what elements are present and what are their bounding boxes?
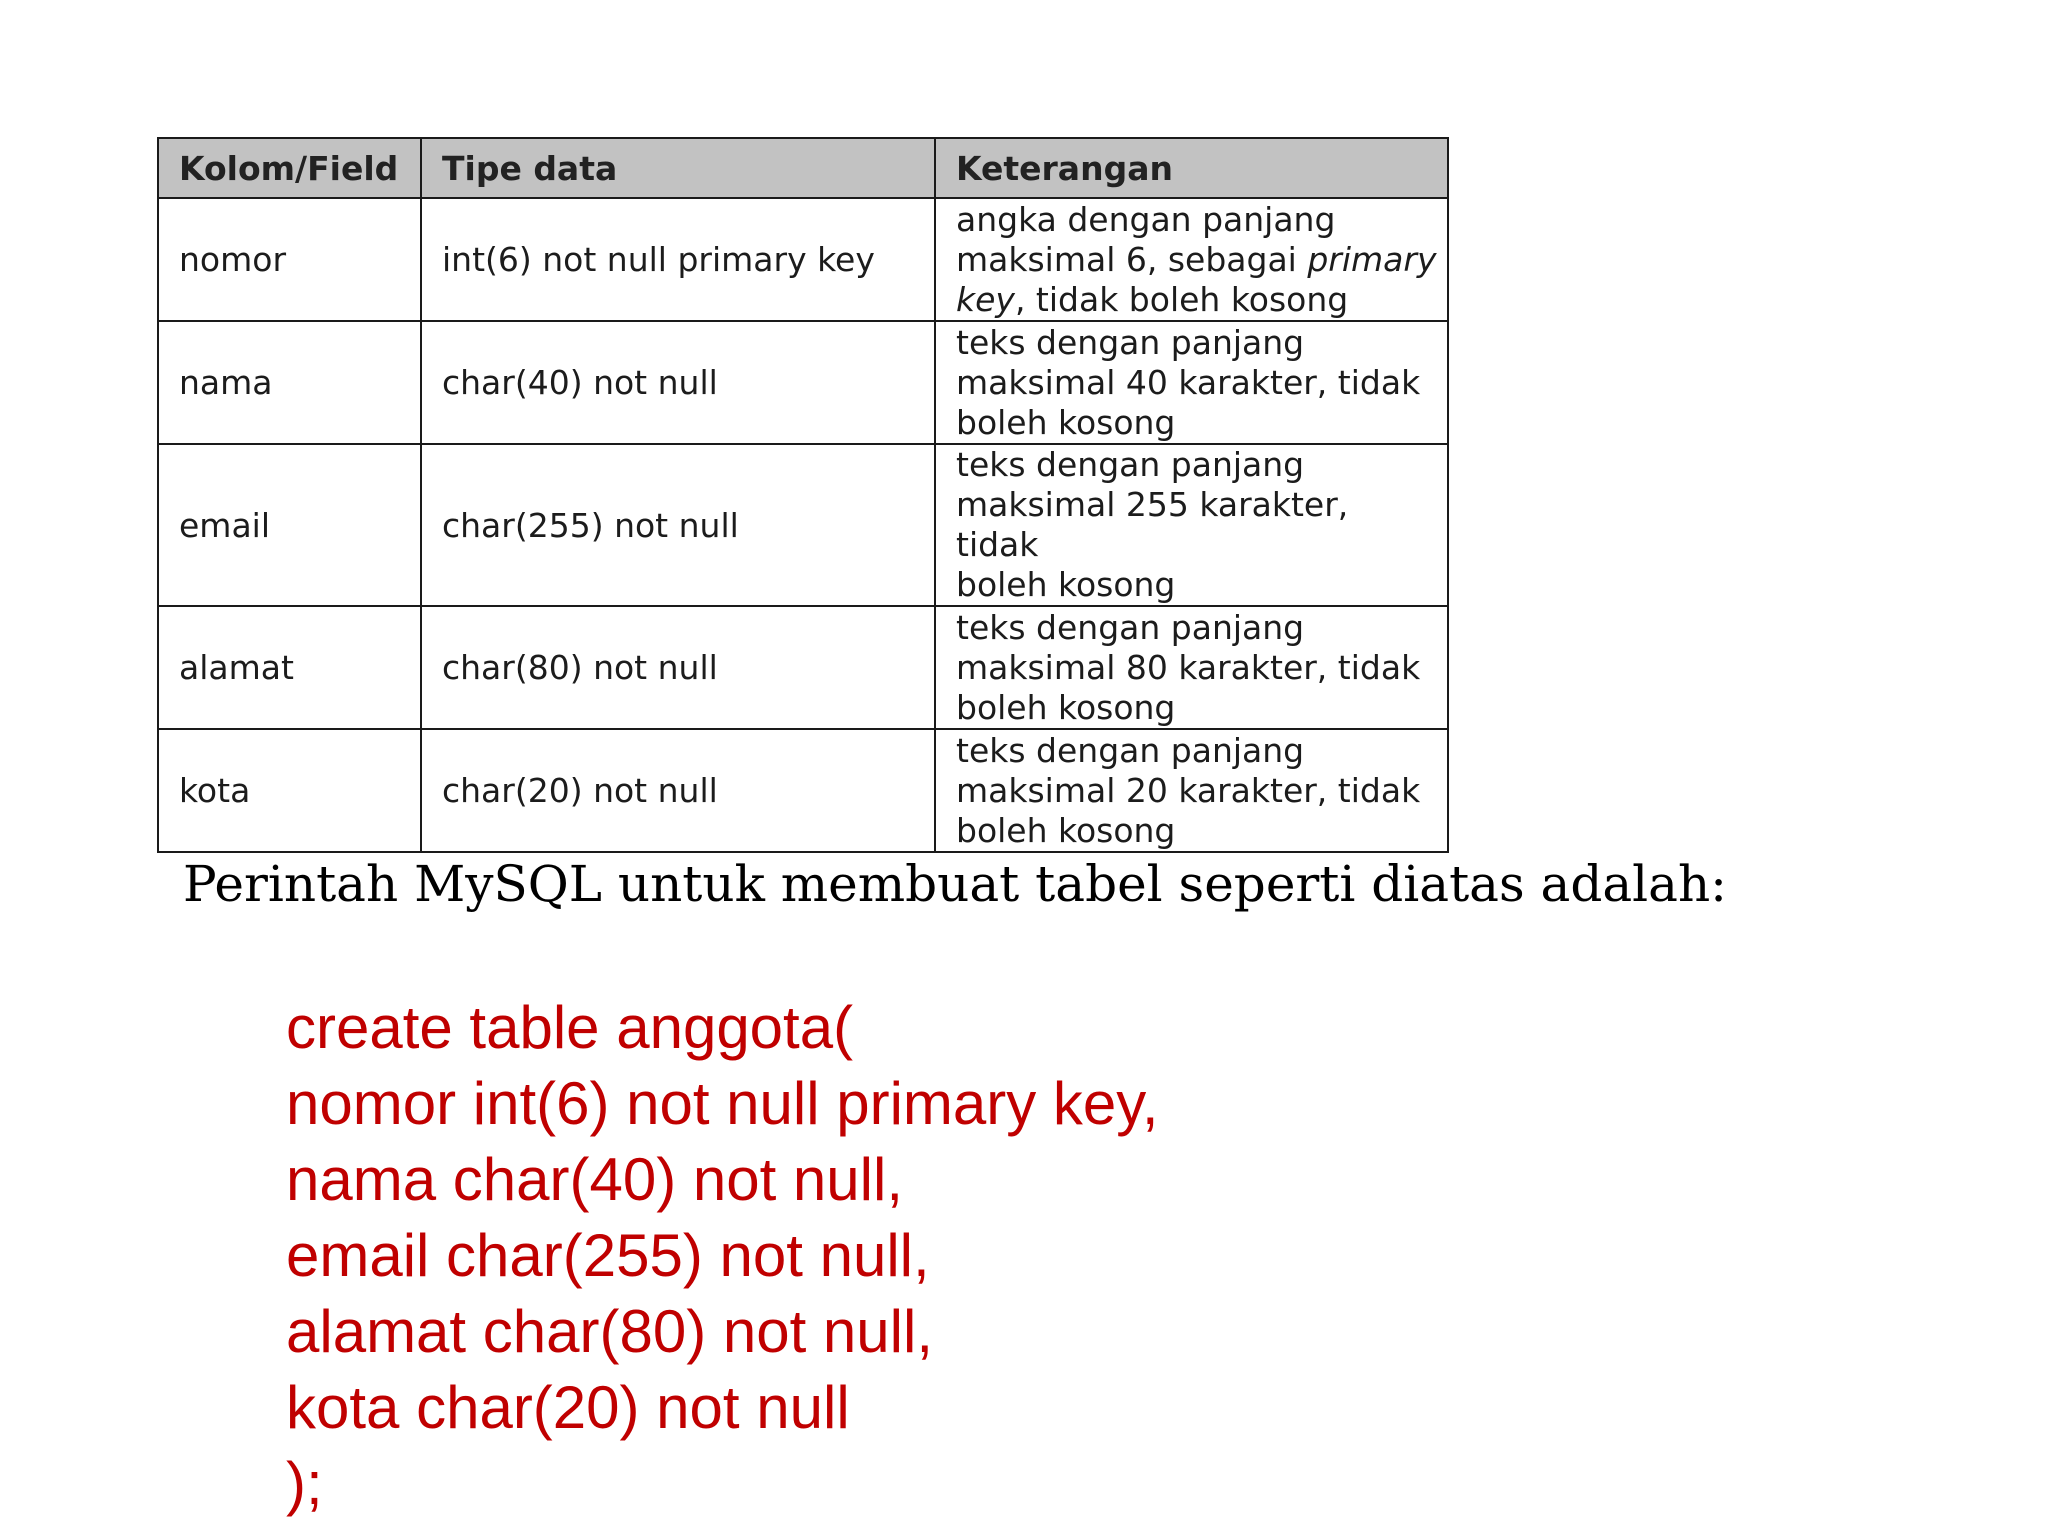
description-line: boleh kosong bbox=[956, 810, 1176, 850]
description-line: maksimal 6, sebagai bbox=[956, 239, 1308, 279]
field-name-cell: nomor bbox=[158, 198, 421, 321]
sql-line: kota char(20) not null bbox=[286, 1374, 850, 1441]
intro-paragraph: Perintah MySQL untuk membuat tabel seperti diatas adalah: bbox=[183, 855, 1728, 913]
description-cell bbox=[935, 729, 1448, 852]
sql-line: nama char(40) not null, bbox=[286, 1146, 903, 1213]
description-line: boleh kosong bbox=[956, 402, 1176, 442]
description-line: teks dengan panjang bbox=[956, 607, 1305, 647]
data-type-cell: char(20) not null bbox=[421, 729, 935, 852]
sql-line: create table anggota( bbox=[286, 994, 854, 1061]
table-row bbox=[158, 444, 1448, 606]
field-definition-table bbox=[157, 137, 1449, 853]
description-cell bbox=[935, 444, 1448, 606]
table-row bbox=[158, 729, 1448, 852]
table-row bbox=[158, 321, 1448, 444]
table-header-row bbox=[158, 138, 1448, 198]
header-type: Tipe data bbox=[421, 138, 935, 198]
field-name-cell: alamat bbox=[158, 606, 421, 729]
field-name-cell: email bbox=[158, 444, 421, 606]
description-emphasis: key bbox=[956, 279, 1015, 319]
description-line: , tidak boleh kosong bbox=[1014, 279, 1349, 319]
table-row bbox=[158, 198, 1448, 321]
description-line: angka dengan panjang bbox=[956, 199, 1336, 239]
header-description: Keterangan bbox=[935, 138, 1448, 198]
sql-line: email char(255) not null, bbox=[286, 1222, 930, 1289]
sql-line: ); bbox=[286, 1450, 323, 1517]
data-type-cell: int(6) not null primary key bbox=[421, 198, 935, 321]
header-field: Kolom/Field bbox=[158, 138, 421, 198]
description-line: teks dengan panjang bbox=[956, 445, 1305, 484]
sql-code-block bbox=[286, 990, 1159, 1522]
description-line: teks dengan panjang bbox=[956, 322, 1305, 362]
sql-line: alamat char(80) not null, bbox=[286, 1298, 933, 1365]
sql-line: nomor int(6) not null primary key, bbox=[286, 1070, 1159, 1137]
data-type-cell: char(255) not null bbox=[421, 444, 935, 606]
description-line: maksimal 255 karakter, tidak bbox=[956, 485, 1349, 564]
description-emphasis: primary bbox=[1307, 239, 1437, 279]
description-line: teks dengan panjang bbox=[956, 730, 1305, 770]
field-name-cell: kota bbox=[158, 729, 421, 852]
description-line: maksimal 40 karakter, tidak bbox=[956, 362, 1421, 402]
description-line: boleh kosong bbox=[956, 565, 1176, 604]
data-type-cell: char(40) not null bbox=[421, 321, 935, 444]
table-row bbox=[158, 606, 1448, 729]
description-cell bbox=[935, 606, 1448, 729]
description-cell bbox=[935, 321, 1448, 444]
description-cell bbox=[935, 198, 1448, 321]
data-type-cell: char(80) not null bbox=[421, 606, 935, 729]
field-name-cell: nama bbox=[158, 321, 421, 444]
description-line: boleh kosong bbox=[956, 687, 1176, 727]
description-line: maksimal 80 karakter, tidak bbox=[956, 647, 1421, 687]
description-line: maksimal 20 karakter, tidak bbox=[956, 770, 1421, 810]
